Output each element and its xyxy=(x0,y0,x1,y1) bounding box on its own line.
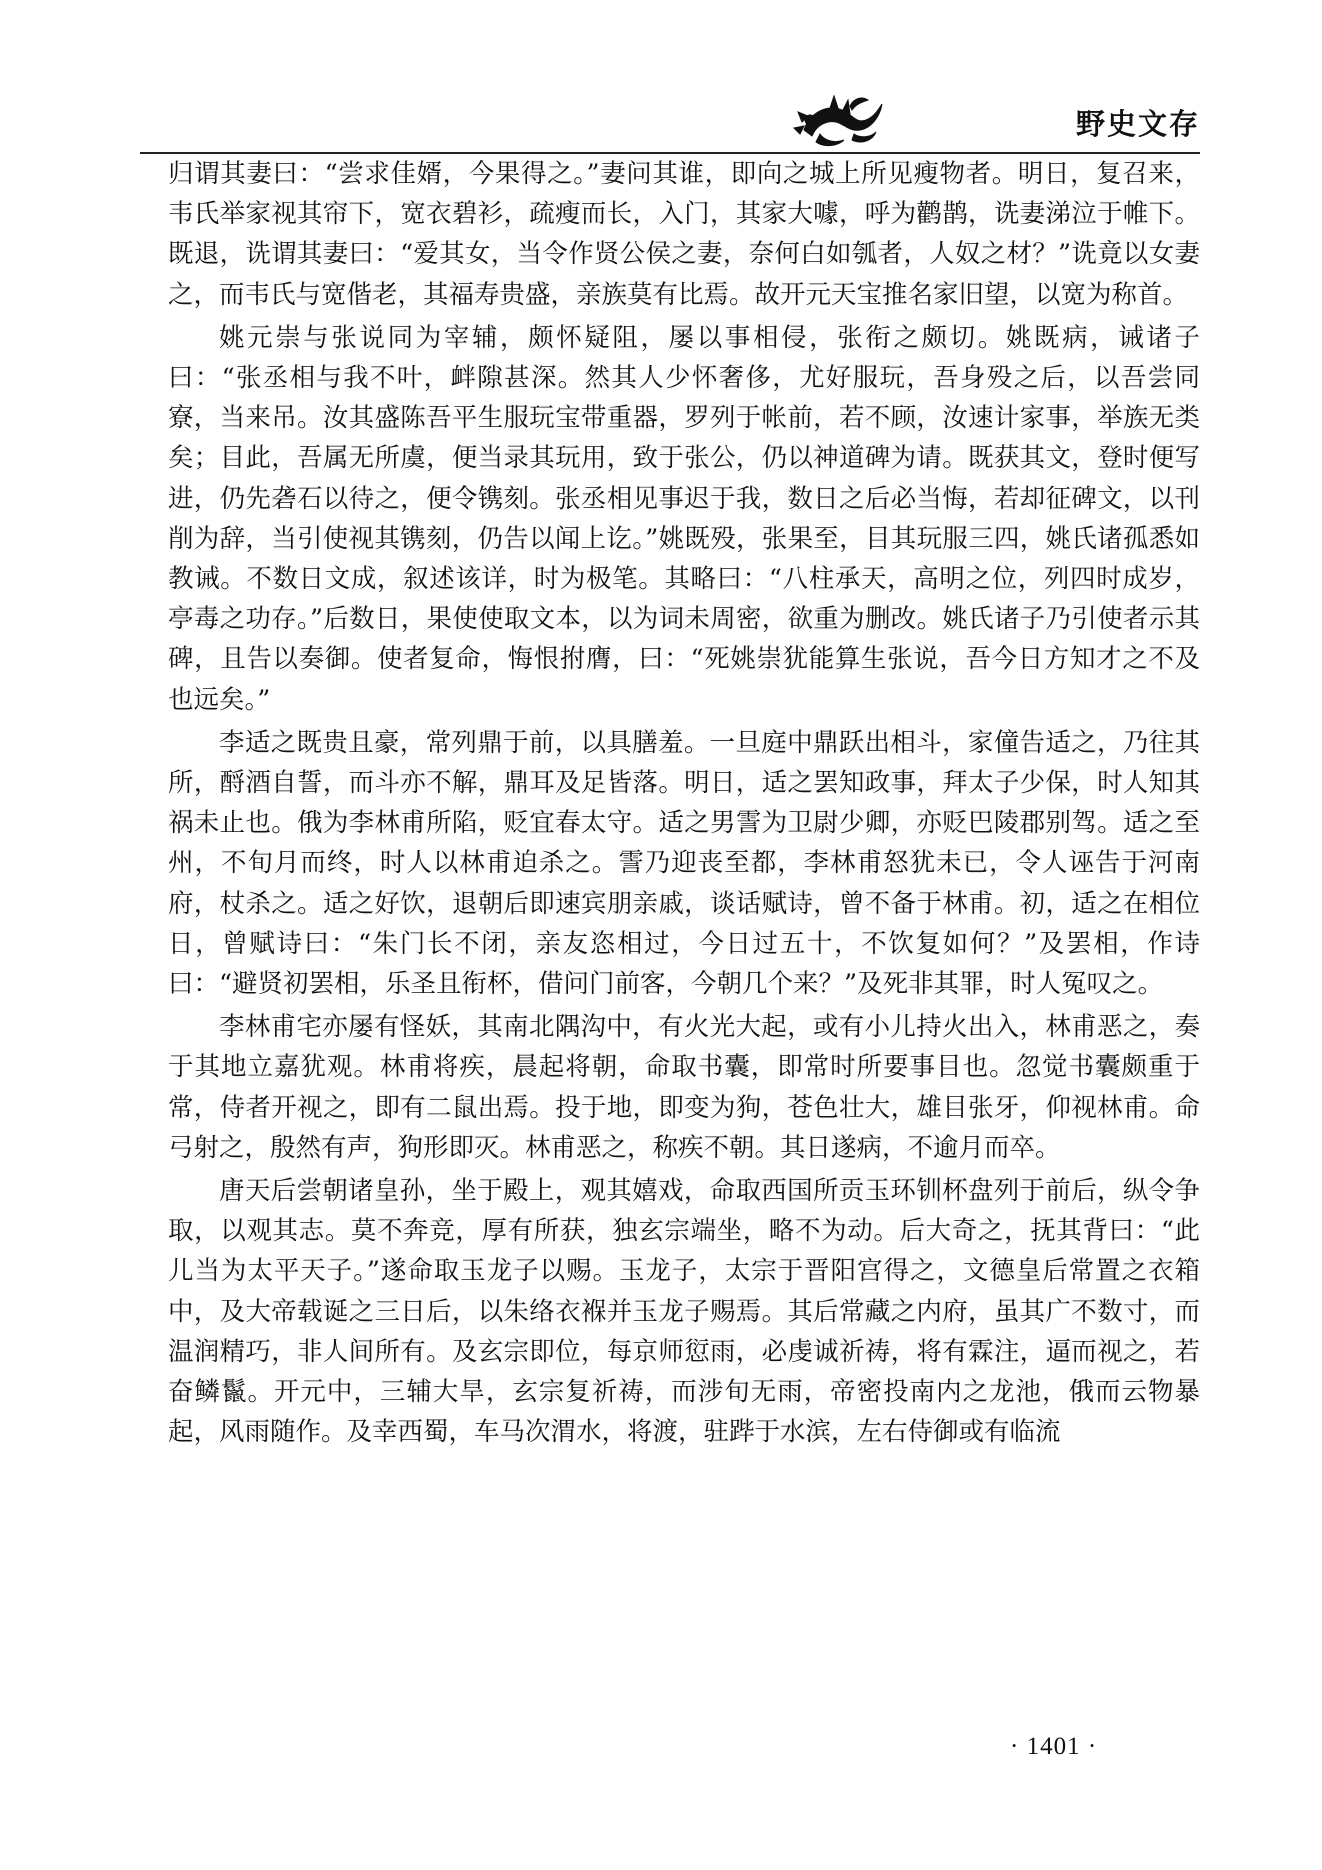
dragon-emblem-icon xyxy=(790,90,886,150)
page-body xyxy=(168,154,1200,1453)
paragraph-tianhou: 唐天后尝朝诸皇孙，坐于殿上，观其嬉戏，命取西国所贡玉环钏杯盘列于前后，纵令争取，以观其志。莫不奔竞，厚有所获，独玄宗端坐，略不为动。后大奇之，抚其背曰：“此儿当为太平天子。”遂命取玉龙子以赐。玉龙子，太宗于晋阳宫得之，文德皇后常置之衣箱中，及大帝载诞之三日后，以朱络衣褓并玉龙子赐焉。其后常藏之内府，虽其广不数寸，而温润精巧，非人间所有。及玄宗即位，每京师愆雨，必虔诚祈祷，将有霖注，逼而视之，若奋鳞鬣。开元中，三辅大旱，玄宗复祈祷，而涉旬无雨，帝密投南内之龙池，俄而云物暴起，风雨随作。及幸西蜀，车马次渭水，将渡，驻跸于水滨，左右侍御或有临流 xyxy=(168,1176,1200,1448)
paragraph-continuation: 归谓其妻曰：“尝求佳婿，今果得之。”妻问其谁，即向之城上所见瘦物者。明日，复召来，韦氏举家视其帘下，宽衣碧衫，疏瘦而长，入门，其家大噱，呼为鹳鹊，诜妻涕泣于帷下。既退，诜谓其妻曰：“爱其女，当令作贤公侯之妻，奈何白如瓠者，人奴之材？”诜竟以女妻之，而韦氏与宽偕老，其福寿贵盛，亲族莫有比焉。故开元天宝推名家旧望，以宽为称首。 xyxy=(168,159,1200,310)
paragraph-yao-zhang: 姚元崇与张说同为宰辅，颇怀疑阻，屡以事相侵，张衔之颇切。姚既病，诫诸子曰：“张丞相与我不叶，衅隙甚深。然其人少怀奢侈，尤好服玩，吾身殁之后，以吾尝同寮，当来吊。汝其盛陈吾平生服玩宝带重器，罗列于帐前，若不顾，汝速计家事，举族无类矣；目此，吾属无所虞，便当录其玩用，致于张公，仍以神道碑为请。既获其文，登时便写进，仍先砻石以待之，便令镌刻。张丞相见事迟于我，数日之后必当悔，若却征碑文，以刊削为辞，当引使视其镌刻，仍告以闻上讫。”姚既殁，张果至，目其玩服三四，姚氏诸孤悉如教诫。不数日文成，叙述该详，时为极笔。其略曰：“八柱承天，高明之位，列四时成岁，亭毒之功存。”后数日，果使使取文本，以为词未周密，欲重为删改。姚氏诸子乃引使者示其碑，且告以奏御。使者复命，悔恨拊膺，曰：“死姚崇犹能算生张说，吾今日方知才之不及也远矣。” xyxy=(168,322,1200,715)
book-title: 野史文存 xyxy=(1075,107,1200,141)
page-number: · 1401 · xyxy=(1010,1733,1098,1760)
paragraph-li-linfu: 李林甫宅亦屡有怪妖，其南北隅沟中，有火光大起，或有小儿持火出入，林甫恶之，奏于其地立嘉犹观。林甫将疾，晨起将朝，命取书囊，即常时所要事目也。忽觉书囊颇重于常，侍者开视之，即有二鼠出焉。投于地，即变为狗，苍色壮大，雄目张牙，仰视林甫。命弓射之，殷然有声，狗形即灭。林甫恶之，称疾不朝。其日遂病，不逾月而卒。 xyxy=(168,1012,1200,1163)
paragraph-li-shizhi: 李适之既贵且豪，常列鼎于前，以具膳羞。一旦庭中鼎跃出相斗，家僮告适之，乃往其所，酹酒自誓，而斗亦不解，鼎耳及足皆落。明日，适之罢知政事，拜太子少保，时人知其祸未止也。俄为李林甫所陷，贬宜春太守。适之男霅为卫尉少卿，亦贬巴陵郡别驾。适之至州，不旬月而终，时人以林甫迫杀之。霅乃迎丧至都，李林甫怒犹未已，令人诬告于河南府，杖杀之。适之好饮，退朝后即速宾朋亲戚，谈话赋诗，曾不备于林甫。初，适之在相位日，曾赋诗曰：“朱门长不闭，亲友恣相过，今日过五十，不饮复如何？”及罢相，作诗曰：“避贤初罢相，乐圣且衔杯，借问门前客，今朝几个来？”及死非其罪，时人冤叹之。 xyxy=(168,727,1200,1000)
running-header xyxy=(140,90,1200,150)
